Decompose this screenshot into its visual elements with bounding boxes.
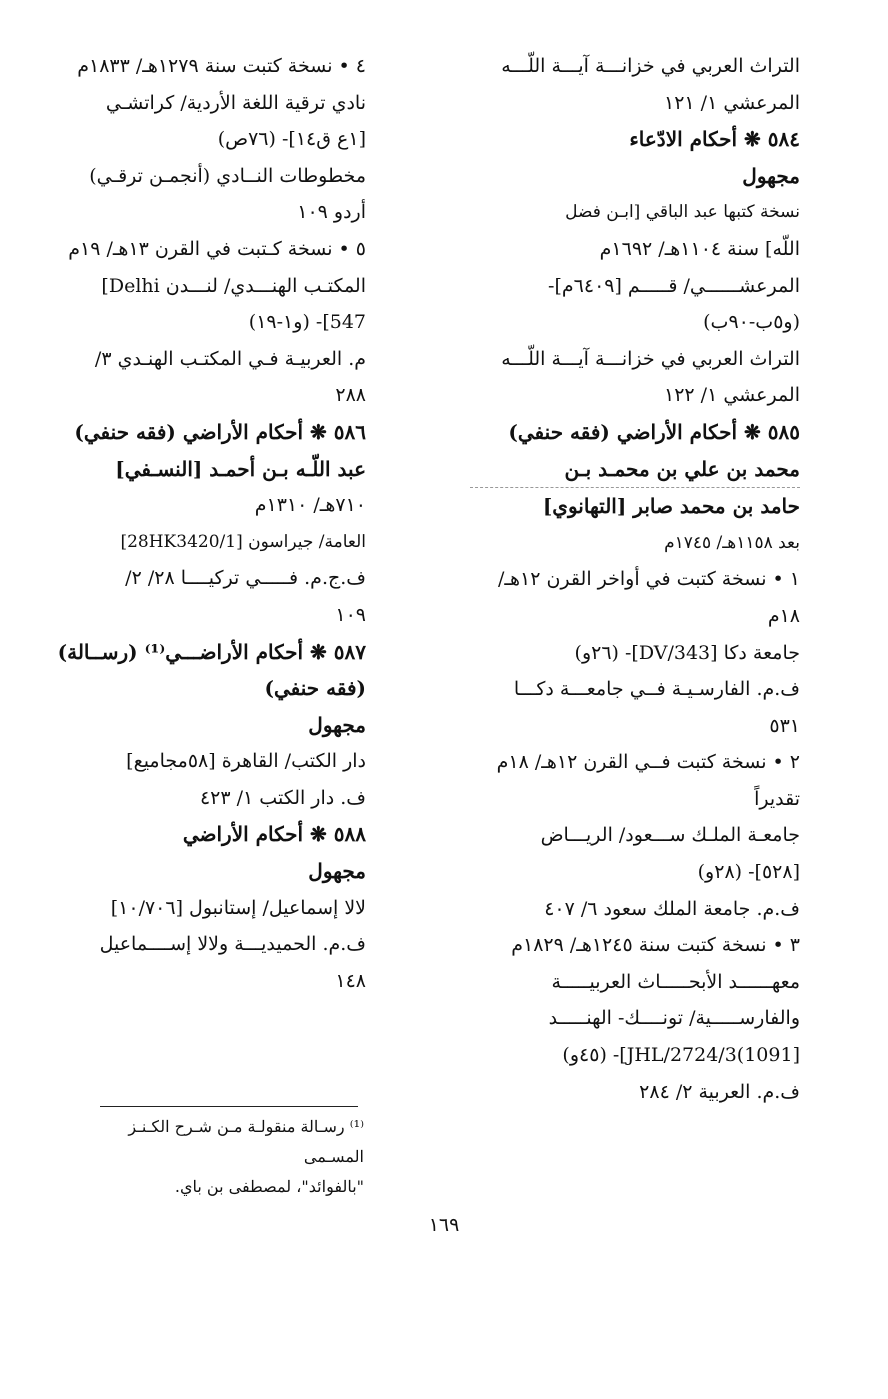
entry-heading: ٥٨٧ ❋ أحكام الأراضـــي⁽¹⁾ (رســالة) xyxy=(57,639,366,664)
text-line: ف.م. الفارسـيـة فــي جامعـــة دكـــا xyxy=(513,678,800,701)
author-line: حامد بن محمد صابر [التهانوي] xyxy=(542,494,800,519)
text-line: ١٤٨ xyxy=(335,969,366,992)
text-line: 547]- (و١-١٩) xyxy=(248,311,366,334)
text-line: [١ع ق١٤]- (٧٦ص) xyxy=(217,128,366,151)
text-line: تقديراً xyxy=(754,787,800,810)
text-line: ١٠٩ xyxy=(335,603,366,626)
date-line: بعد ١١٥٨هـ/ ١٧٤٥م xyxy=(664,532,800,553)
text-line: دار الكتب/ القاهرة [٥٨مجاميع] xyxy=(126,750,366,773)
footnote-line: "بالفوائد"، لمصطفى بن باي. xyxy=(174,1177,364,1196)
text-line: اللّه] سنة ١١٠٤هـ/ ١٦٩٢م xyxy=(599,237,800,260)
text-line: ف. دار الكتب ١/ ٤٢٣ xyxy=(199,786,366,809)
author-line: مجهول xyxy=(308,859,366,884)
text-line: أردو ١٠٩ xyxy=(297,201,366,224)
text-line: ف.ج.م. فـــــي تركيــــا ٢٨/ ٢/ xyxy=(125,567,366,590)
entry-heading: ٥٨٨ ❋ أحكام الأراضي xyxy=(182,822,366,847)
entry-subject: (فقه حنفي) xyxy=(264,676,366,701)
entry-heading: ٥٨٤ ❋ أحكام الادّعاء xyxy=(629,127,800,152)
author-line: عبد اللّـه بـن أحمـد [النسـفي] xyxy=(115,456,366,481)
text-line: نادي ترقية اللغة الأردية/ كراتشـي xyxy=(105,91,366,114)
text-line: لالا إسماعيل/ إستانبول [١٠/٧٠٦] xyxy=(110,896,366,919)
text-line: التراث العربي في خزانـــة آيـــة اللّـــه xyxy=(501,55,800,77)
text-line: نسخة كتبها عبد الباقي [ابـن فضل xyxy=(565,202,800,223)
footnote-line: ⁽¹⁾ رسـالة منقولـة مـن شـرح الكـنـز المسـمى xyxy=(128,1117,364,1166)
entry-heading: ٥٨٥ ❋ أحكام الأراضي (فقه حنفي) xyxy=(508,419,800,444)
text-line: المرعشي ١/ ١٢١ xyxy=(664,91,800,114)
text-line: ف.م. جامعة الملك سعود ٦/ ٤٠٧ xyxy=(544,897,800,920)
text-line: معهــــــد الأبحـــــاث العربيـــــة xyxy=(551,970,800,993)
page-number: ١٦٩ xyxy=(428,1214,460,1236)
text-line: والفارســـــية/ تونــــك- الهنـــــد xyxy=(548,1007,800,1030)
date-line: ٧١٠هـ/ ١٣١٠م xyxy=(254,494,366,517)
text-line: جامعـة الملـك ســـعود/ الريـــاض xyxy=(540,824,800,847)
text-line: المكتـب الهنـــدي/ لنـــدن Delhi] xyxy=(101,274,366,297)
copy-entry: ٥ • نسخة كـتبت في القرن ١٣هـ/ ١٩م xyxy=(68,237,366,260)
text-line: العامة/ جيراسون [28HK3420/1] xyxy=(120,531,366,552)
text-line: ٥٣١ xyxy=(769,714,800,737)
copy-entry: ٣ • نسخة كتبت سنة ١٢٤٥هـ/ ١٨٢٩م xyxy=(511,934,800,957)
text-line: ١٨م xyxy=(767,604,800,627)
text-line: ف.م. العربية ٢/ ٢٨٤ xyxy=(639,1080,800,1103)
entry-heading: ٥٨٦ ❋ أحكام الأراضي (فقه حنفي) xyxy=(74,419,366,444)
text-line: المرعشي ١/ ١٢٢ xyxy=(664,384,800,407)
right-column xyxy=(470,48,800,1110)
footnote xyxy=(64,1112,364,1202)
copy-entry: ١ • نسخة كتبت في أواخر القرن ١٢هـ/ xyxy=(498,568,800,591)
text-line: م. العربيـة فـي المكتـب الهنـدي ٣/ xyxy=(94,347,366,370)
text-line: المرعشــــــي/ قـــــم [٦٤٠٩م]- xyxy=(548,274,800,297)
footnote-divider xyxy=(100,1106,358,1107)
author-line: مجهول xyxy=(308,712,366,737)
left-column xyxy=(57,48,366,999)
author-line: مجهول xyxy=(742,163,800,188)
copy-entry: ٤ • نسخة كتبت سنة ١٢٧٩هـ/ ١٨٣٣م xyxy=(77,55,366,77)
text-line: ف.م. الحميديـــة ولالا إســــماعيل xyxy=(99,933,366,956)
author-line: محمد بن علي بن محمـد بـن xyxy=(470,451,800,489)
text-line: التراث العربي في خزانـــة آيـــة اللّـــه xyxy=(501,347,800,370)
text-line: مخطوطات النــادي (أنجمـن ترقـي) xyxy=(89,164,366,187)
text-line: جامعة دكا [DV/343]- (٢٦و) xyxy=(574,641,800,664)
text-line: [1091)JHL/2724/3]- (٤٥و) xyxy=(562,1044,800,1067)
text-line: (و٥ب-٩٠ب) xyxy=(703,311,800,334)
text-line: ٢٨٨ xyxy=(335,384,366,407)
copy-entry: ٢ • نسخة كتبت فــي القرن ١٢هـ/ ١٨م xyxy=(496,751,800,774)
text-line: [٥٢٨]- (٢٨و) xyxy=(697,861,800,884)
